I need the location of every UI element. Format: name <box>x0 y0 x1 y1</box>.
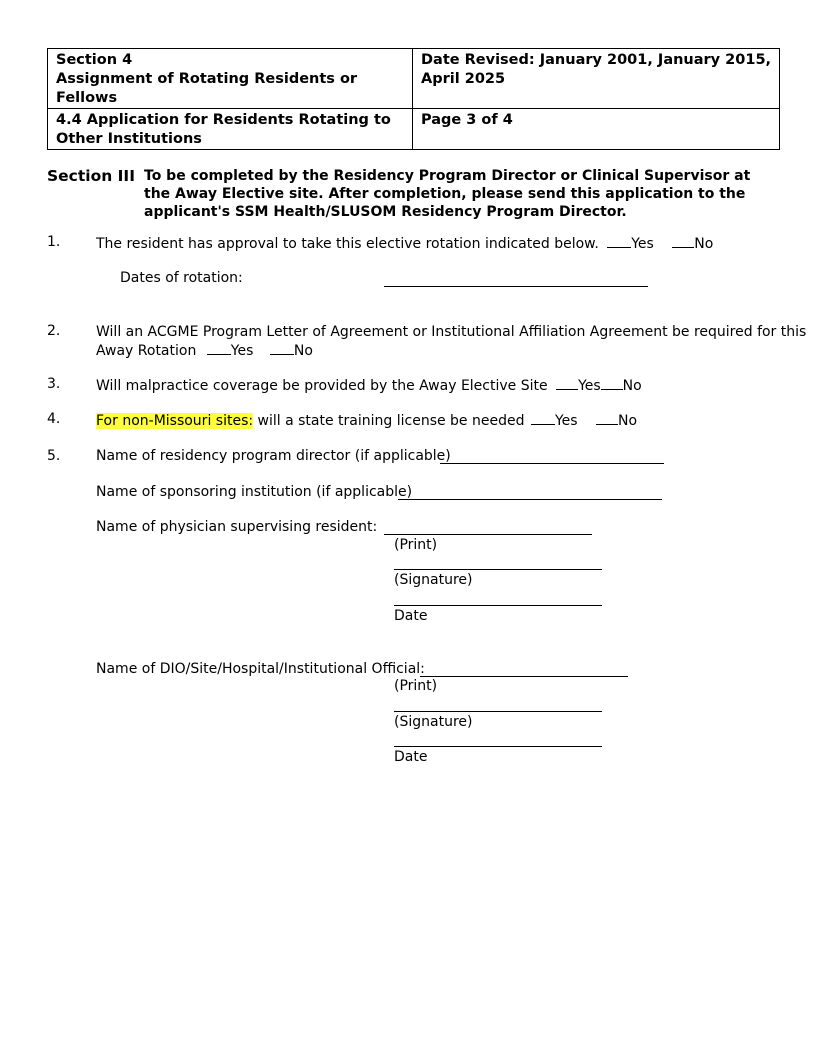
dio-print-label: (Print) <box>394 678 438 694</box>
item-4 <box>96 411 637 430</box>
sponsoring-institution-label: Name of sponsoring institution (if applicable) <box>96 484 413 500</box>
item-3-no: No <box>622 378 642 394</box>
item-2-number: 2. <box>47 323 61 339</box>
section-3-label: Section III <box>47 167 135 185</box>
subsection-cell <box>48 109 413 150</box>
item-3 <box>96 376 642 395</box>
subsection-title: 4.4 Application for Residents Rotating to Other Institutions <box>56 112 391 147</box>
dates-of-rotation-line[interactable] <box>384 286 648 287</box>
item-2-yes: Yes <box>230 343 254 359</box>
item-3-yes-blank[interactable] <box>556 376 578 390</box>
dio-signature-label: (Signature) <box>394 714 473 730</box>
item-3-question: Will malpractice coverage be provided by the Away Elective Site <box>96 378 548 394</box>
program-director-line[interactable] <box>440 463 664 464</box>
item-1-number: 1. <box>47 234 61 250</box>
page-number: Page 3 of 4 <box>421 112 513 128</box>
section-cell <box>48 49 413 109</box>
dio-signature-line[interactable] <box>394 711 602 712</box>
item-4-no-blank[interactable] <box>596 411 618 425</box>
item-4-number: 4. <box>47 411 61 427</box>
item-2-no-blank[interactable] <box>270 341 294 355</box>
item-2 <box>96 323 807 360</box>
section-title: Assignment of Rotating Residents or Fellows <box>56 71 358 106</box>
item-1-question: The resident has approval to take this elective rotation indicated below. <box>96 236 599 252</box>
section-3-instructions: To be completed by the Residency Program Director or Clinical Supervisor at the Away Elective site. After completion, please send this application to the applicant's SSM Health/SLUSOM Residency Program Director. <box>144 168 751 220</box>
item-3-number: 3. <box>47 376 61 392</box>
item-2-no: No <box>293 343 313 359</box>
page-cell <box>413 109 780 150</box>
item-2-yes-blank[interactable] <box>207 341 231 355</box>
item-4-yes-blank[interactable] <box>531 411 555 425</box>
dio-date-label: Date <box>394 749 428 765</box>
supervisor-date-line[interactable] <box>394 605 602 606</box>
dio-official-line[interactable] <box>420 676 628 677</box>
supervisor-signature-line[interactable] <box>394 569 602 570</box>
supervisor-signature-label: (Signature) <box>394 572 473 588</box>
section-number: Section 4 <box>56 52 133 68</box>
program-director-label: Name of residency program director (if applicable) <box>96 448 451 464</box>
dio-date-line[interactable] <box>394 746 602 747</box>
item-1 <box>96 234 713 253</box>
header-table <box>47 48 780 150</box>
item-1-no: No <box>694 236 714 252</box>
supervising-physician-line[interactable] <box>384 534 592 535</box>
item-1-yes: Yes <box>631 236 654 252</box>
item-5-number: 5. <box>47 448 61 464</box>
date-revised-cell <box>413 49 780 109</box>
supervising-physician-label: Name of physician supervising resident: <box>96 519 378 535</box>
item-2-question-cont: Away Rotation <box>96 343 197 359</box>
supervisor-print-label: (Print) <box>394 537 438 553</box>
item-4-no: No <box>618 413 638 429</box>
item-3-yes: Yes <box>578 378 601 394</box>
item-2-question: Will an ACGME Program Letter of Agreement or Institutional Affiliation Agreement be required for this <box>96 324 807 340</box>
item-4-highlight: For non-Missouri sites: <box>96 413 254 429</box>
item-1-yes-blank[interactable] <box>607 234 631 248</box>
item-4-question: will a state training license be needed <box>253 413 525 429</box>
sponsoring-institution-line[interactable] <box>398 499 662 500</box>
item-4-yes: Yes <box>554 413 578 429</box>
dio-official-label: Name of DIO/Site/Hospital/Institutional Official: <box>96 661 425 677</box>
dates-of-rotation-label: Dates of rotation: <box>120 270 243 286</box>
supervisor-date-label: Date <box>394 608 428 624</box>
item-3-no-blank[interactable] <box>601 376 623 390</box>
item-1-no-blank[interactable] <box>672 234 694 248</box>
date-revised: Date Revised: January 2001, January 2015, April 2025 <box>421 52 772 87</box>
